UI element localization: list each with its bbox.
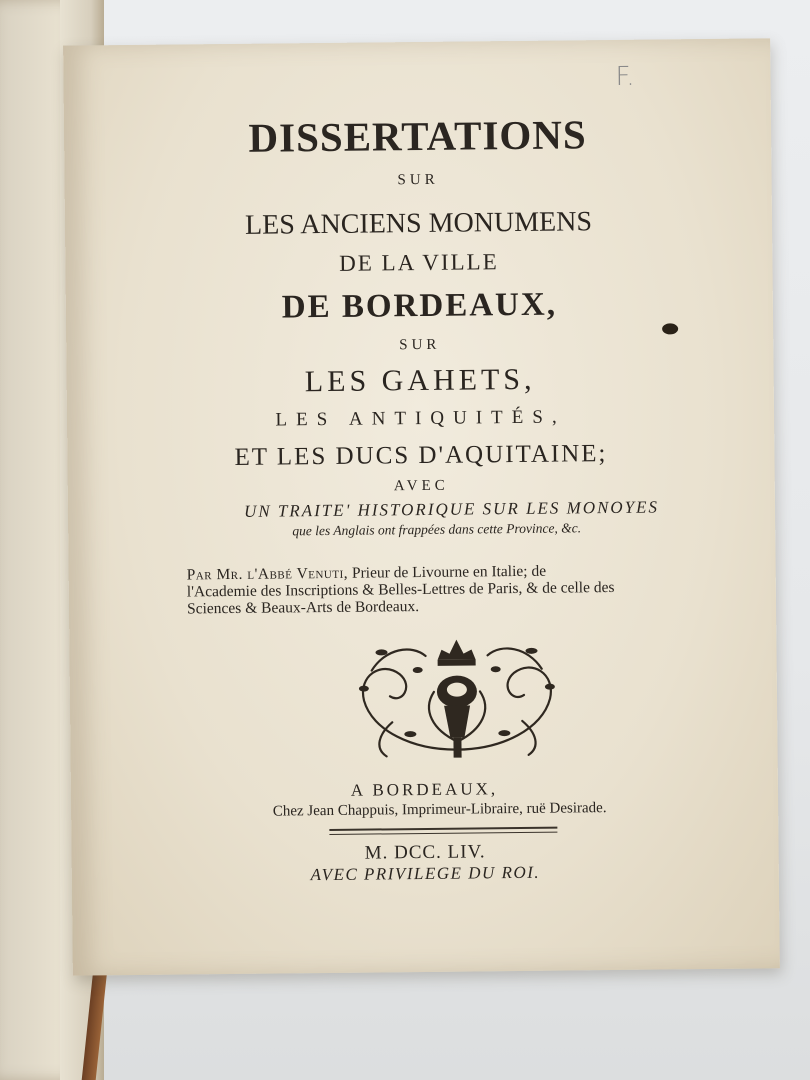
title-page xyxy=(63,38,780,975)
imprint-publisher: Chez Jean Chappuis, Imprimeur-Libraire, ruë Desirade. xyxy=(272,800,607,820)
imprint-privilege: AVEC PRIVILEGE DU ROI. xyxy=(310,862,541,885)
line-ducs-aquitaine: ET LES DUCS D'AQUITAINE; xyxy=(234,440,608,471)
pencil-mark: F. xyxy=(615,61,635,92)
byline-academie: l'Academie des Inscriptions & Belles-Lettres de Paris, & de celle des xyxy=(186,578,615,601)
line-de-la-ville: DE LA VILLE xyxy=(339,249,499,276)
line-anglais: que les Anglais ont frappées dans cette Province, &c. xyxy=(292,520,582,539)
line-sur-2: SUR xyxy=(399,336,441,354)
byline-prieur: Prieur de Livourne en Italie; de xyxy=(351,562,547,582)
line-de-bordeaux: DE BORDEAUX, xyxy=(281,286,558,326)
ink-blot xyxy=(662,323,678,334)
imprint-rule-top xyxy=(329,827,557,831)
line-anciens-monumens: LES ANCIENS MONUMENS xyxy=(244,206,593,241)
imprint-city: A BORDEAUX, xyxy=(350,779,499,800)
line-sur-1: SUR xyxy=(397,171,439,189)
imprint-year: M. DCC. LIV. xyxy=(364,841,486,864)
author-byline xyxy=(187,561,748,618)
line-traite-historique: UN TRAITE' HISTORIQUE SUR LES MONOYES xyxy=(243,497,660,521)
line-antiquites: LES ANTIQUITÉS, xyxy=(275,406,566,431)
line-les-gahets: LES GAHETS, xyxy=(304,362,536,399)
line-avec: AVEC xyxy=(393,477,449,495)
printers-ornament xyxy=(351,629,562,771)
imprint-rule-bottom xyxy=(329,832,557,835)
title-dissertations: DISSERTATIONS xyxy=(248,111,587,161)
byline-author: Par Mr. l'Abbé Venuti, xyxy=(186,564,349,584)
byline-sciences: Sciences & Beaux-Arts de Bordeaux. xyxy=(186,598,420,618)
